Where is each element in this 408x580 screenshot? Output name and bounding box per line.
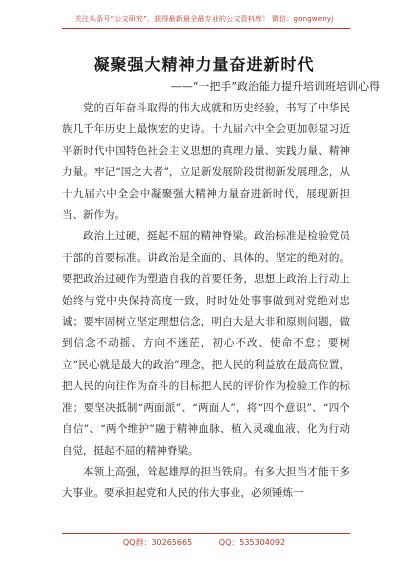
document-title: 凝聚强大精神力量奋进新时代 <box>93 55 315 74</box>
paragraph-2: 政治上过硬，挺起不屈的精神脊梁。政治标准是检验党员干部的首要标准。讲政治是全面的、具体的、坚定的绝对的。要把政治过硬作为塑造自我的首要任务，思想上政治上行动上始终与党中央保持高度一致，时时处处事事做到对党绝对忠诚；要牢固树立坚定理想信念，明白大是大非和原则问题，做到信念不动摇、方向不迷茫，初心不改、使命不怠；要树立“民心就是最大的政治”理念，把人民的利益放在最高位置，把人民的向往作为奋斗的目标把人民的评价作为检验工作的标准；要坚决抵制“两面派”、“两面人”，将“四个意识”、“四个自信”、“两个维护”融于精神血脉、植入灵魂血液、化为行动自觉，挺起不屈的精神脊梁。 <box>62 230 350 457</box>
document-body <box>62 98 350 505</box>
footer-divider <box>62 533 350 534</box>
footer-qq: QQ：535304092 <box>218 538 286 547</box>
footer <box>0 537 408 548</box>
footer-qq-group: QQ群：30265665 <box>122 538 193 547</box>
header-divider <box>62 28 350 29</box>
paragraph-3: 本领上高强，耸起雄厚的担当铁肩。有多大担当才能干多大事业。要承担起党和人民的伟大事业，必须锤炼一 <box>62 465 350 500</box>
paragraph-1: 党的百年奋斗取得的伟大成就和历史经验，书写了中华民族几千年历史上最恢宏的史诗。十九届六中全会更加彰显习近平新时代中国特色社会主义思想的真理力量、实践力量、精神力量。牢记“国之大者”，立足新发展阶段贯彻新发展理念，从十九届六中全会中凝聚强大精神力量奋进新时代，展现新担当、新作为。 <box>62 102 350 222</box>
header-banner: 关注头条号“公文研究”，获得最新最全最专业的公文资料库！ 微信：gongwenyj <box>74 15 334 23</box>
document-subtitle: ——“一把手”政治能力提升培训班培训心得 <box>170 80 380 93</box>
